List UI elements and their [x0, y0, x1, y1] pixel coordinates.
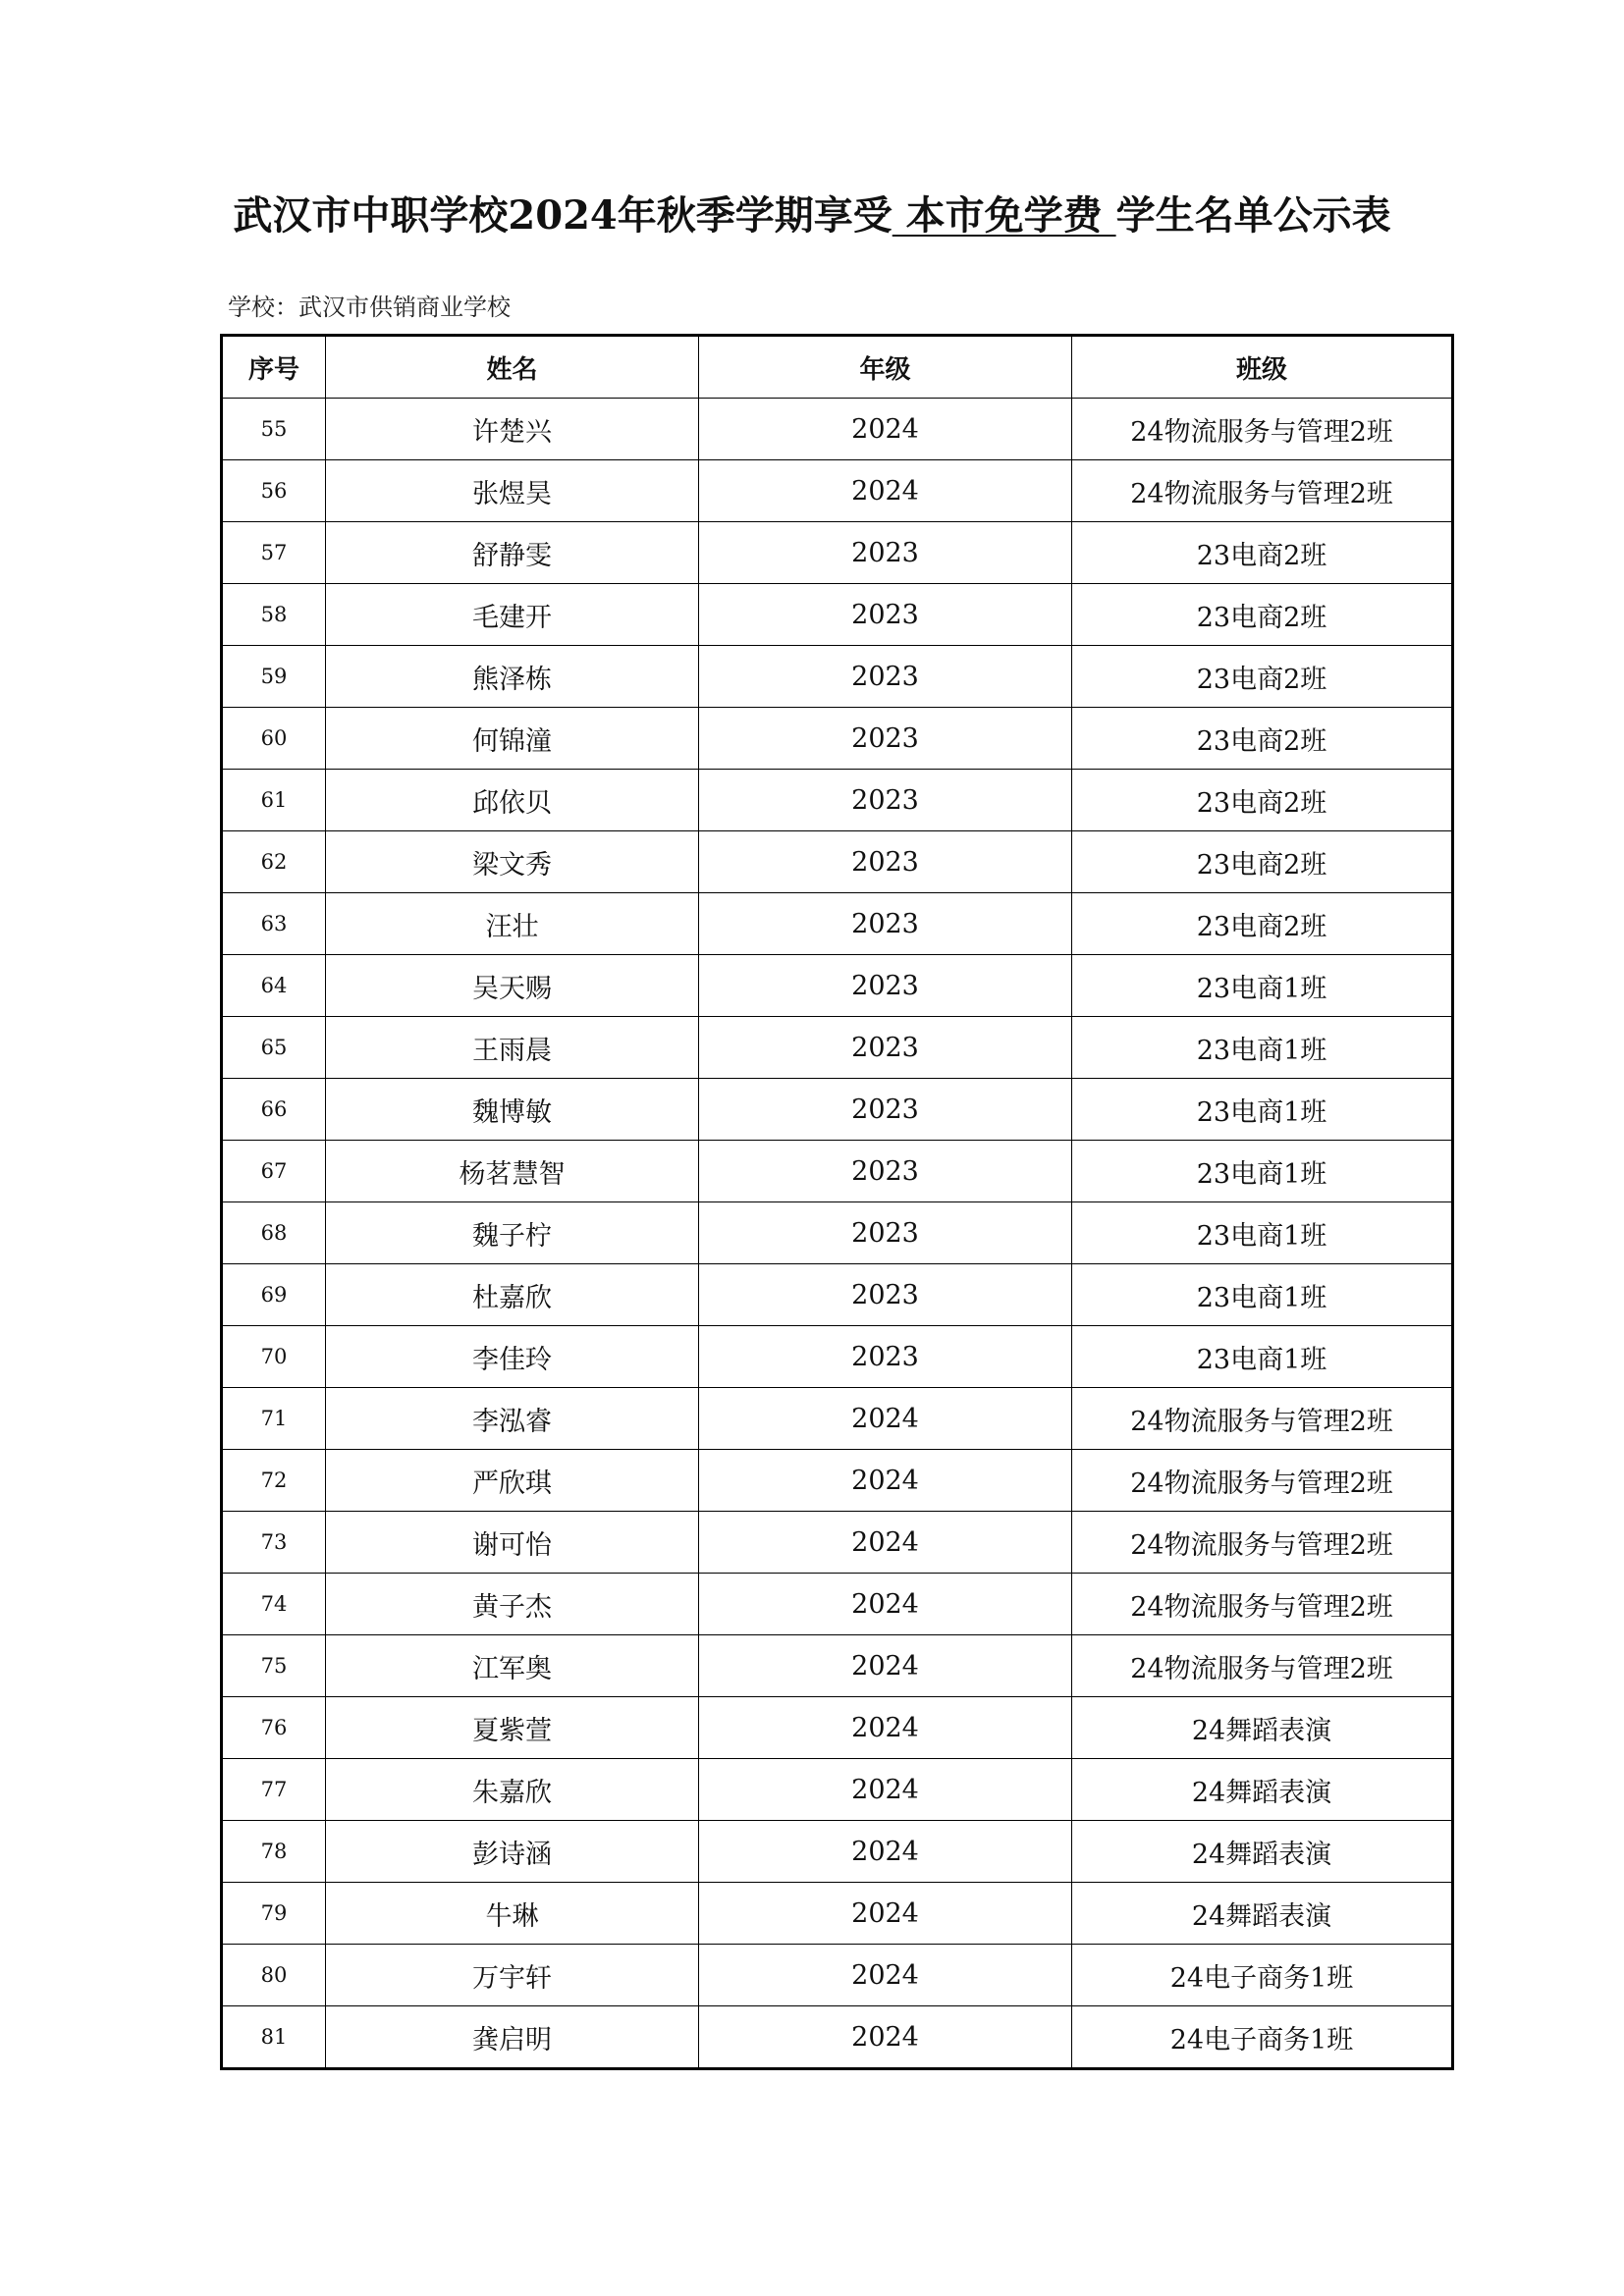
title-highlight: 本市免学费	[892, 192, 1116, 239]
cell-seq: 63	[222, 893, 326, 955]
cell-name: 魏子柠	[326, 1202, 699, 1264]
cell-class: 23电商1班	[1072, 1141, 1453, 1202]
cell-class: 23电商1班	[1072, 1202, 1453, 1264]
table-row	[222, 1141, 1453, 1202]
table-row	[222, 646, 1453, 708]
cell-grade: 2023	[699, 708, 1072, 770]
cell-class: 24电子商务1班	[1072, 2006, 1453, 2069]
cell-grade: 2023	[699, 831, 1072, 893]
cell-grade: 2024	[699, 1635, 1072, 1697]
cell-name: 许楚兴	[326, 399, 699, 460]
table-row	[222, 399, 1453, 460]
cell-name: 李佳玲	[326, 1326, 699, 1388]
cell-class: 23电商2班	[1072, 831, 1453, 893]
cell-grade: 2023	[699, 1202, 1072, 1264]
page-title	[0, 185, 1624, 240]
cell-seq: 78	[222, 1821, 326, 1883]
cell-seq: 68	[222, 1202, 326, 1264]
cell-name: 杜嘉欣	[326, 1264, 699, 1326]
cell-name: 张煜昊	[326, 460, 699, 522]
header-grade: 年级	[699, 336, 1072, 399]
cell-seq: 77	[222, 1759, 326, 1821]
cell-grade: 2023	[699, 1264, 1072, 1326]
cell-name: 舒静雯	[326, 522, 699, 584]
cell-grade: 2023	[699, 893, 1072, 955]
cell-name: 万宇轩	[326, 1945, 699, 2006]
cell-seq: 72	[222, 1450, 326, 1512]
cell-seq: 57	[222, 522, 326, 584]
cell-grade: 2023	[699, 955, 1072, 1017]
cell-name: 毛建开	[326, 584, 699, 646]
table-row	[222, 1326, 1453, 1388]
cell-grade: 2023	[699, 1326, 1072, 1388]
cell-grade: 2023	[699, 770, 1072, 831]
table-row	[222, 1759, 1453, 1821]
cell-seq: 71	[222, 1388, 326, 1450]
cell-class: 23电商2班	[1072, 646, 1453, 708]
cell-grade: 2023	[699, 1141, 1072, 1202]
cell-grade: 2023	[699, 584, 1072, 646]
cell-grade: 2024	[699, 2006, 1072, 2069]
cell-class: 24物流服务与管理2班	[1072, 1450, 1453, 1512]
cell-grade: 2023	[699, 1017, 1072, 1079]
cell-seq: 73	[222, 1512, 326, 1574]
cell-name: 江军奥	[326, 1635, 699, 1697]
cell-class: 23电商1班	[1072, 1326, 1453, 1388]
cell-seq: 59	[222, 646, 326, 708]
cell-name: 龚启明	[326, 2006, 699, 2069]
title-prefix: 武汉市中职学校2024年秋季学期享受	[233, 192, 893, 239]
cell-grade: 2024	[699, 1821, 1072, 1883]
cell-class: 24电子商务1班	[1072, 1945, 1453, 2006]
cell-name: 黄子杰	[326, 1574, 699, 1635]
table-row	[222, 893, 1453, 955]
cell-class: 23电商1班	[1072, 1079, 1453, 1141]
table-row	[222, 1697, 1453, 1759]
cell-name: 朱嘉欣	[326, 1759, 699, 1821]
cell-name: 熊泽栋	[326, 646, 699, 708]
cell-grade: 2024	[699, 1388, 1072, 1450]
cell-seq: 74	[222, 1574, 326, 1635]
cell-class: 23电商2班	[1072, 584, 1453, 646]
cell-name: 夏紫萱	[326, 1697, 699, 1759]
cell-name: 魏博敏	[326, 1079, 699, 1141]
cell-class: 24舞蹈表演	[1072, 1697, 1453, 1759]
cell-name: 杨茗慧智	[326, 1141, 699, 1202]
header-name: 姓名	[326, 336, 699, 399]
table-row	[222, 1264, 1453, 1326]
cell-class: 23电商2班	[1072, 522, 1453, 584]
cell-class: 23电商2班	[1072, 893, 1453, 955]
cell-name: 梁文秀	[326, 831, 699, 893]
cell-class: 24物流服务与管理2班	[1072, 460, 1453, 522]
cell-seq: 81	[222, 2006, 326, 2069]
cell-class: 24物流服务与管理2班	[1072, 1388, 1453, 1450]
cell-grade: 2023	[699, 1079, 1072, 1141]
cell-class: 23电商1班	[1072, 955, 1453, 1017]
cell-class: 23电商2班	[1072, 708, 1453, 770]
table-row	[222, 1388, 1453, 1450]
table-row	[222, 1450, 1453, 1512]
cell-seq: 66	[222, 1079, 326, 1141]
cell-seq: 60	[222, 708, 326, 770]
cell-class: 24物流服务与管理2班	[1072, 1574, 1453, 1635]
table-row	[222, 1017, 1453, 1079]
table-row	[222, 1821, 1453, 1883]
cell-class: 24舞蹈表演	[1072, 1759, 1453, 1821]
cell-name: 彭诗涵	[326, 1821, 699, 1883]
table-row	[222, 1574, 1453, 1635]
cell-grade: 2024	[699, 1450, 1072, 1512]
table-row	[222, 1945, 1453, 2006]
cell-seq: 56	[222, 460, 326, 522]
cell-class: 24物流服务与管理2班	[1072, 399, 1453, 460]
cell-grade: 2024	[699, 1574, 1072, 1635]
cell-name: 谢可怡	[326, 1512, 699, 1574]
table-row	[222, 1079, 1453, 1141]
cell-seq: 70	[222, 1326, 326, 1388]
cell-seq: 55	[222, 399, 326, 460]
cell-seq: 69	[222, 1264, 326, 1326]
cell-seq: 65	[222, 1017, 326, 1079]
cell-class: 24舞蹈表演	[1072, 1821, 1453, 1883]
cell-grade: 2024	[699, 1945, 1072, 2006]
table-header-row	[222, 336, 1453, 399]
table-row	[222, 460, 1453, 522]
cell-grade: 2024	[699, 1512, 1072, 1574]
cell-name: 牛琳	[326, 1883, 699, 1945]
cell-grade: 2024	[699, 1697, 1072, 1759]
table-row	[222, 1883, 1453, 1945]
table-row	[222, 955, 1453, 1017]
cell-seq: 67	[222, 1141, 326, 1202]
student-roster-table	[220, 334, 1454, 2070]
title-suffix: 学生名单公示表	[1115, 192, 1391, 239]
table-row	[222, 1512, 1453, 1574]
cell-name: 李泓睿	[326, 1388, 699, 1450]
table-row	[222, 584, 1453, 646]
cell-name: 邱依贝	[326, 770, 699, 831]
header-class: 班级	[1072, 336, 1453, 399]
cell-class: 23电商2班	[1072, 770, 1453, 831]
cell-class: 24物流服务与管理2班	[1072, 1512, 1453, 1574]
cell-seq: 75	[222, 1635, 326, 1697]
table-row	[222, 1202, 1453, 1264]
header-seq: 序号	[222, 336, 326, 399]
cell-class: 23电商1班	[1072, 1264, 1453, 1326]
cell-grade: 2023	[699, 522, 1072, 584]
cell-grade: 2024	[699, 1759, 1072, 1821]
cell-name: 何锦潼	[326, 708, 699, 770]
table-row	[222, 522, 1453, 584]
cell-class: 23电商1班	[1072, 1017, 1453, 1079]
cell-seq: 64	[222, 955, 326, 1017]
cell-seq: 62	[222, 831, 326, 893]
table-row	[222, 1635, 1453, 1697]
cell-grade: 2024	[699, 399, 1072, 460]
cell-seq: 80	[222, 1945, 326, 2006]
cell-seq: 76	[222, 1697, 326, 1759]
cell-name: 吴天赐	[326, 955, 699, 1017]
cell-name: 王雨晨	[326, 1017, 699, 1079]
table-row	[222, 2006, 1453, 2069]
table-row	[222, 770, 1453, 831]
cell-name: 严欣琪	[326, 1450, 699, 1512]
table-body	[222, 399, 1453, 2069]
cell-grade: 2024	[699, 460, 1072, 522]
cell-seq: 58	[222, 584, 326, 646]
cell-seq: 79	[222, 1883, 326, 1945]
school-name-line: 学校：武汉市供销商业学校	[228, 294, 511, 321]
cell-grade: 2023	[699, 646, 1072, 708]
table-row	[222, 708, 1453, 770]
cell-class: 24舞蹈表演	[1072, 1883, 1453, 1945]
table-row	[222, 831, 1453, 893]
cell-class: 24物流服务与管理2班	[1072, 1635, 1453, 1697]
cell-name: 汪壮	[326, 893, 699, 955]
cell-grade: 2024	[699, 1883, 1072, 1945]
cell-seq: 61	[222, 770, 326, 831]
